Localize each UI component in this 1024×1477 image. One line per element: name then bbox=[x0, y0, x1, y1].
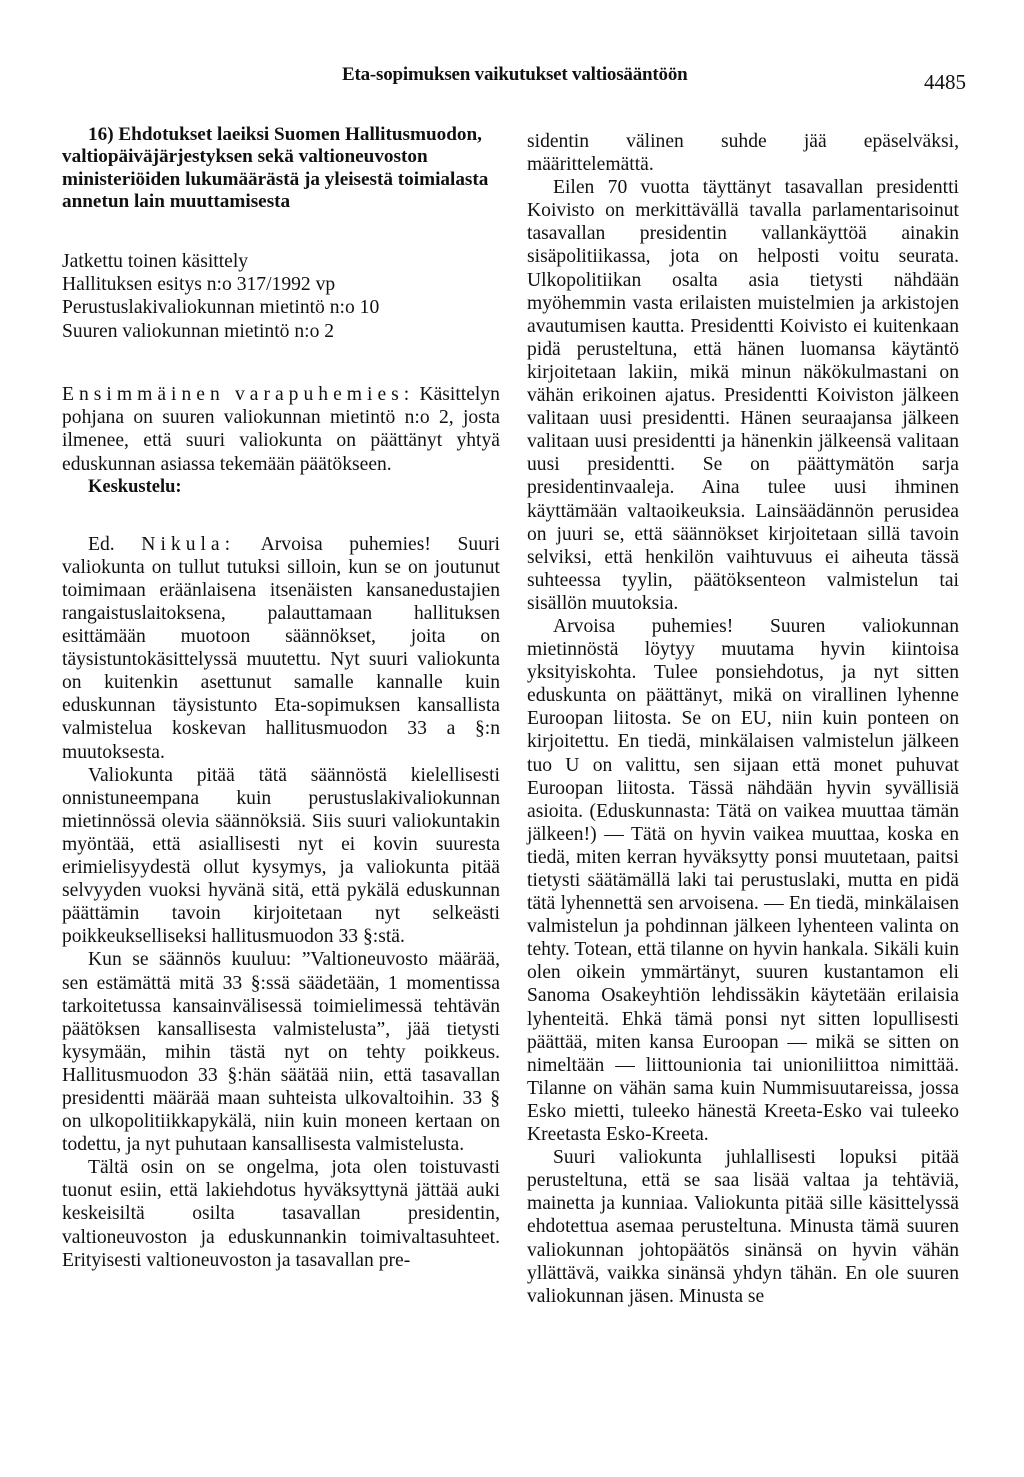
meta-line: Suuren valiokunnan mietintö n:o 2 bbox=[62, 320, 335, 342]
speaker-prefix: Ed. bbox=[88, 533, 115, 555]
body-paragraph: Valiokunta pitää tätä säännöstä kielellisesti onnistuneempana kuin perustuslakivaliokunnan mietinnössä olevia säännöksiä. Siis suuri valiokuntakin myöntää, että asiallisesti nyt ei kovin suuresta erimielisyydestä ollut kysymys, ja valiokunta pitää selvyyden vuoksi hyvänä sitä, että pykälä eduskunnan päättämin tavoin kirjoitetaan nyt selkeästi poikkeukselliseksi hallitusmuodon 33 §:stä. bbox=[62, 764, 500, 948]
meta-line: Perustuslakivaliokunnan mietintö n:o 10 bbox=[62, 297, 380, 319]
speaker-block-nikula bbox=[62, 533, 500, 1272]
speaker-label: Ensimmäinen varapuhemies: bbox=[62, 384, 415, 406]
running-title: Eta-sopimuksen vaikutukset valtiosääntöön bbox=[342, 64, 688, 85]
speech-text: Käsittelyn pohjana on suuren valiokunnan mietintö n:o 2, josta ilmenee, että suuri valiokunta on päättänyt yhtyä eduskunnan asiassa tekemään päätökseen. bbox=[62, 384, 500, 475]
body-paragraph: sidentin välinen suhde jää epäselväksi, määrittelemättä. bbox=[527, 131, 959, 176]
section-heading: 16) Ehdotukset laeiksi Suomen Hallitusmuodon, valtiopäiväjärjestyksen sekä valtioneuvoston ministeriöiden lukumäärästä ja yleisestä toimialasta annetun lain muuttamisesta bbox=[62, 124, 489, 213]
page-number: 4485 bbox=[924, 70, 966, 94]
meta-line: Jatkettu toinen käsittely bbox=[62, 250, 249, 272]
discussion-heading: Keskustelu: bbox=[88, 476, 182, 497]
speech-paragraph bbox=[62, 383, 500, 475]
speaker-block-chair bbox=[62, 383, 500, 475]
body-paragraph: Eilen 70 vuotta täyttänyt tasavallan presidentti Koivisto on merkittävällä tavalla parlamentarisoinut tasavallan presidentin vallankäyttöä ainakin sisäpolitiikassa, jota on helposti voitu seurata. Ulkopolitiikan osalta asia tietysti nähdään myöhemmin vasta erilaisten muistelmien ja arkistojen avautumisen kautta. Presidentti Koivisto ei kuitenkaan pidä perusteltuna, että hänen luomansa käytäntö kirjoitetaan lakiin, mikä minun näkökulmastani on vähän erikoinen ajatus. Presidentti Koiviston jälkeen valitaan uusi presidentti. Hänen seuraajansa jälkeen valitaan uusi presidentti ja hänenkin jälkeensä valitaan uusi presidentti. Se on päättymätön sarja presidentinvaaleja. Aina tulee uusi ihminen käyttämään valtaoikeuksia. Lainsäädännön perusidea on juuri se, että säännökset kirjoitetaan sillä tavoin selviksi, että henkilön vaihtuvuus ei aiheuta tässä suhteessa tyylin, päätöksenteon valmistelun tai sisällön muutoksia. bbox=[527, 177, 959, 614]
body-paragraph: Arvoisa puhemies! Suuren valiokunnan mietinnöstä löytyy muutama hyvin kiintoisa yksityiskohta. Tulee ponsiehdotus, ja nyt sitten eduskunta on päättänyt, mikä on virallinen lyhenne Euroopan liitosta. Se on EU, niin kuin ponteen on kirjoitettu. En tiedä, minkälaisen valmistelun jälkeen tuo U on valittu, sen sijaan että monet puhuvat Euroopan liitosta. Tässä nähdään hyvin syvällisiä asioita. (Eduskunnasta: Tätä on vaikea muuttaa tämän jälkeen!) — Tätä on hyvin vaikea muuttaa, koska en tiedä, miten kerran hyväksytty ponsi muutetaan, paitsi tietysti säätämällä laki tai perustuslaki, mutta en pidä tätä lyhennettä sen arvoisena. — En tiedä, minkälaisen valmistelun ja pohdinnan jälkeen lyhenteen valinta on tehty. Totean, että tilanne on hyvin hankala. Sikäli kuin olen oikein ymmärtänyt, suuren kustantamon eli Sanoma Osakeyhtiön lehdissäkin käytetään erilaisia lyhenteitä. Ehkä tämä ponsi nyt sitten lopullisesti päättää, miten kansa Euroopan — mikä se sitten on nimeltään — liittounionia tai unioniliittoa nimittää. Tilanne on vähän sama kuin Nummisuutareissa, jossa Esko mietti, tuleeko hänestä Kreeta-Esko vai tuleeko Kreetasta Esko-Kreeta. bbox=[527, 615, 959, 1146]
body-paragraph: Tältä osin on se ongelma, jota olen toistuvasti tuonut esiin, että lakiehdotus hyväksyttynä jättää auki keskeisiltä osilta tasavallan presidentin, valtioneuvoston ja eduskunnankin toimivaltasuhteet. Erityisesti valtioneuvoston ja tasavallan pre- bbox=[62, 1157, 500, 1271]
speech-paragraph bbox=[62, 533, 500, 764]
meta-line: Hallituksen esitys n:o 317/1992 vp bbox=[62, 274, 336, 296]
left-column bbox=[62, 124, 500, 1272]
body-paragraph: Suuri valiokunta juhlallisesti lopuksi pitää perusteltuna, että se saa lisää valtaa ja tehtäviä, mainetta ja kunniaa. Valiokunta pitää sille käsittelyssä ehdotettua asemaa perusteltuna. Minusta tämä suuren valiokunnan johtopäätös sinänsä on hyvin vähän yllättävä, vaikka sinänsä yhdyn tähän. En ole suuren valiokunnan jäsen. Minusta se bbox=[527, 1147, 959, 1307]
meta-block bbox=[62, 250, 500, 344]
right-column bbox=[527, 130, 959, 1308]
speaker-name: Nikula: bbox=[141, 533, 236, 555]
body-paragraph: Kun se säännös kuuluu: ”Valtioneuvosto määrää, sen estämättä mitä 33 §:ssä säädetään, 1 momentissa tarkoitetussa kansainvälisessä toimielimessä tehtävän päätöksen kansallisesta valmistelusta”, jää tietysti kysymään, mihin tästä nyt on tehty poikkeus. Hallitusmuodon 33 §:hän säätää niin, että tasavallan presidentti määrää maan suhteista ulkovaltoihin. 33 § on ulkopolitiikkapykälä, niin kuin moneen kertaan on todettu, ja nyt puhutaan kansallisesta valmistelusta. bbox=[62, 949, 500, 1156]
speech-text: Arvoisa puhemies! Suuri valiokunta on tullut tutuksi silloin, kun se on joutunut toimimaan eräänlaisena itsenäisten kansanedustajien rangaistuslaitoksena, palauttamaan hallituksen esittämään muotoon säännökset, joita on täysistuntokäsittelyssä muutettu. Nyt suuri valiokunta on kuitenkin asettunut samalle kannalle kuin eduskunnan täysistunto Eta-sopimuksen kansallista valmistelua koskevan hallitusmuodon 33 a §:n muutoksesta. bbox=[62, 533, 500, 763]
